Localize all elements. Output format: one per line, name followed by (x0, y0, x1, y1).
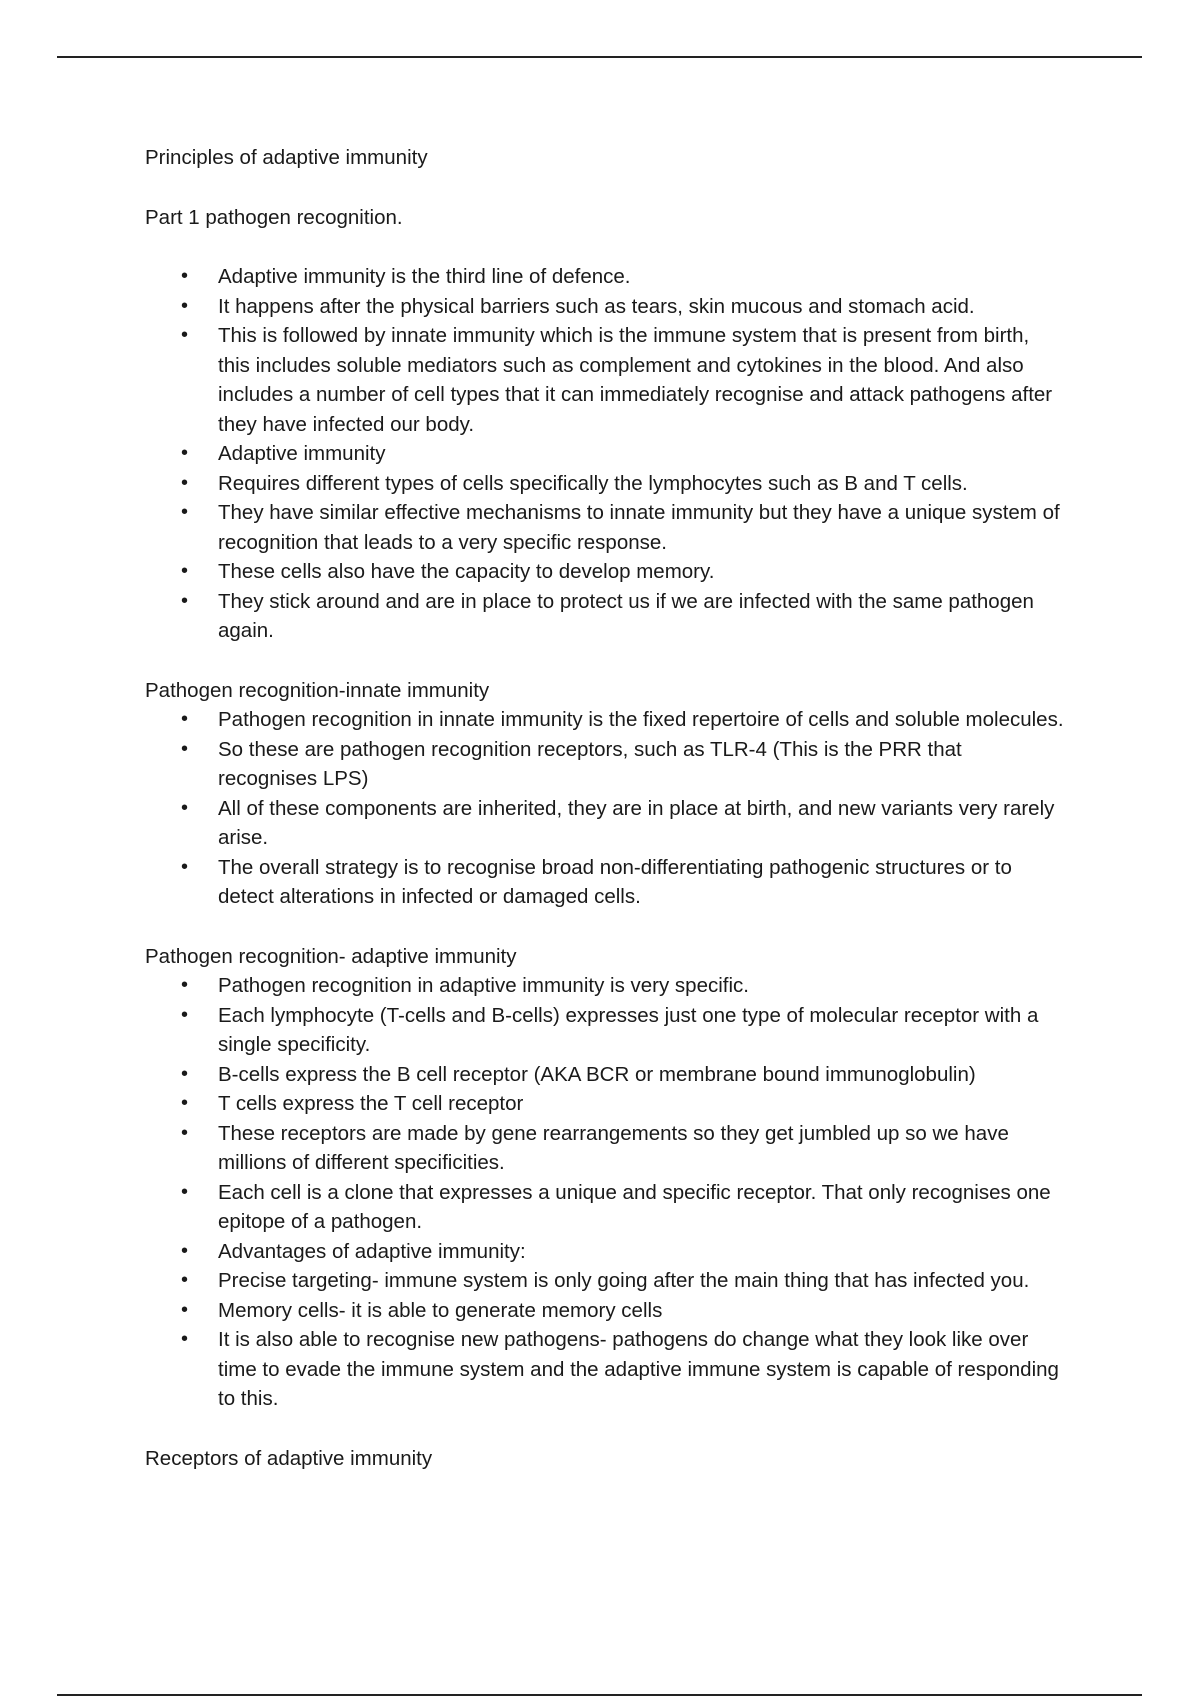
spacer (145, 912, 1065, 942)
list-item: • T cells express the T cell receptor (145, 1089, 1065, 1119)
list-item: • This is followed by innate immunity which is the immune system that is present from birth, this includes soluble mediators such as complement and cytokines in the blood. And also includes a number of cell types that it can immediately recognise and attack pathogens after they have infected our body. (145, 321, 1065, 439)
list-item: • Advantages of adaptive immunity: (145, 1237, 1065, 1267)
spacer (145, 173, 1065, 203)
list-item: • All of these components are inherited, they are in place at birth, and new variants very rarely arise. (145, 794, 1065, 853)
innate-heading: Pathogen recognition-innate immunity (145, 678, 490, 702)
innate-bullet-list (145, 705, 1065, 912)
adaptive-bullet-list (145, 971, 1065, 1414)
list-item: • So these are pathogen recognition receptors, such as TLR-4 (This is the PRR that recognises LPS) (145, 735, 1065, 794)
list-item: • Adaptive immunity is the third line of defence. (145, 262, 1065, 292)
list-item: • It happens after the physical barriers such as tears, skin mucous and stomach acid. (145, 292, 1065, 322)
receptors-heading: Receptors of adaptive immunity (145, 1446, 433, 1470)
list-item: • Requires different types of cells specifically the lymphocytes such as B and T cells. (145, 469, 1065, 499)
list-item: • The overall strategy is to recognise broad non-differentiating pathogenic structures or to detect alterations in infected or damaged cells. (145, 853, 1065, 912)
list-item: • These cells also have the capacity to develop memory. (145, 557, 1065, 587)
footer-rule (57, 1694, 1142, 1696)
adaptive-heading: Pathogen recognition- adaptive immunity (145, 944, 517, 968)
list-item: • They stick around and are in place to protect us if we are infected with the same pathogen again. (145, 587, 1065, 646)
list-item: • Precise targeting- immune system is only going after the main thing that has infected you. (145, 1266, 1065, 1296)
list-item: • Pathogen recognition in adaptive immunity is very specific. (145, 971, 1065, 1001)
intro-bullet-list (145, 262, 1065, 646)
list-item: • Memory cells- it is able to generate memory cells (145, 1296, 1065, 1326)
list-item: • It is also able to recognise new pathogens- pathogens do change what they look like over time to evade the immune system and the adaptive immune system is capable of responding to this. (145, 1325, 1065, 1414)
spacer (145, 232, 1065, 262)
part-heading: Part 1 pathogen recognition. (145, 205, 403, 229)
document-title: Principles of adaptive immunity (145, 146, 428, 169)
list-item: • Pathogen recognition in innate immunity is the fixed repertoire of cells and soluble molecules. (145, 705, 1065, 735)
list-item: • Adaptive immunity (145, 439, 1065, 469)
list-item: • They have similar effective mechanisms to innate immunity but they have a unique system of recognition that leads to a very specific response. (145, 498, 1065, 557)
list-item: • Each cell is a clone that expresses a unique and specific receptor. That only recognises one epitope of a pathogen. (145, 1178, 1065, 1237)
list-item: • These receptors are made by gene rearrangements so they get jumbled up so we have millions of different specificities. (145, 1119, 1065, 1178)
list-item: • B-cells express the B cell receptor (AKA BCR or membrane bound immunoglobulin) (145, 1060, 1065, 1090)
list-item: • Each lymphocyte (T-cells and B-cells) expresses just one type of molecular receptor with a single specificity. (145, 1001, 1065, 1060)
spacer (145, 646, 1065, 676)
spacer (145, 1414, 1065, 1444)
header-rule (57, 56, 1142, 58)
document-body (145, 143, 1065, 1473)
